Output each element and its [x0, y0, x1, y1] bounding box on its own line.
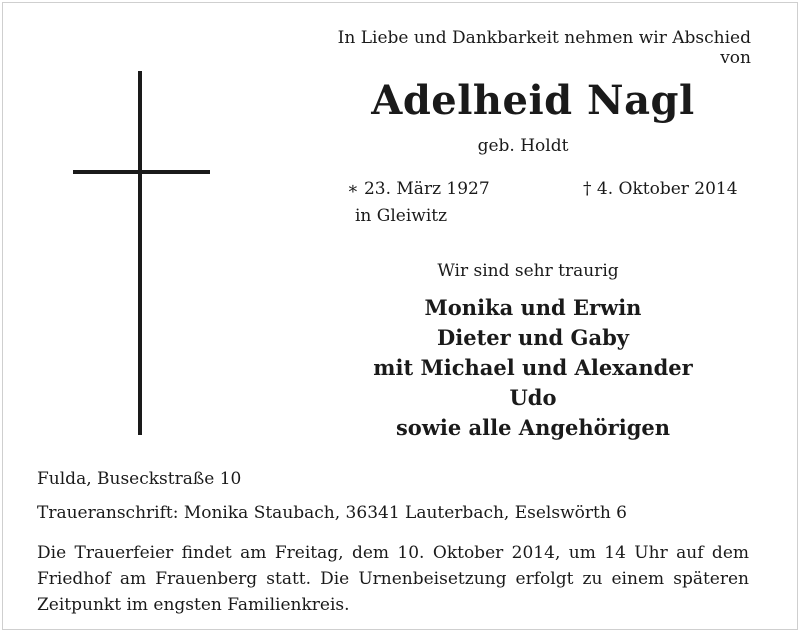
death-date: † 4. Oktober 2014 — [583, 179, 738, 199]
ceremony-notice: Die Trauerfeier findet am Freitag, dem 10. Oktober 2014, um 14 Uhr auf dem Friedhof am Frauenberg statt. Die Urnenbeisetzung erfolgt zu einem späteren Zeitpunkt im engsten Familienkreis. — [37, 543, 749, 615]
deceased-name: Adelheid Nagl — [371, 77, 695, 124]
obituary-notice — [2, 2, 798, 630]
maiden-name: geb. Holdt — [477, 136, 569, 156]
cross-vertical-bar — [138, 71, 142, 435]
cross-horizontal-bar — [73, 170, 210, 174]
birthplace: in Gleiwitz — [355, 206, 448, 226]
family-member: Dieter und Gaby — [437, 325, 629, 350]
family-member: Monika und Erwin — [424, 295, 642, 320]
birth-date: ∗ 23. März 1927 — [347, 179, 490, 199]
family-member: mit Michael und Alexander — [373, 355, 693, 380]
family-member: sowie alle Angehörigen — [395, 415, 671, 440]
mourning-line: Wir sind sehr traurig — [437, 261, 619, 281]
family-list — [333, 293, 733, 443]
intro-line: In Liebe und Dankbarkeit nehmen wir Abschied von — [337, 28, 751, 68]
mourning-address: Traueranschrift: Monika Staubach, 36341 Lauterbach, Eselswörth 6 — [37, 503, 627, 523]
family-member: Udo — [509, 385, 557, 410]
location-line: Fulda, Buseckstraße 10 — [37, 469, 242, 489]
